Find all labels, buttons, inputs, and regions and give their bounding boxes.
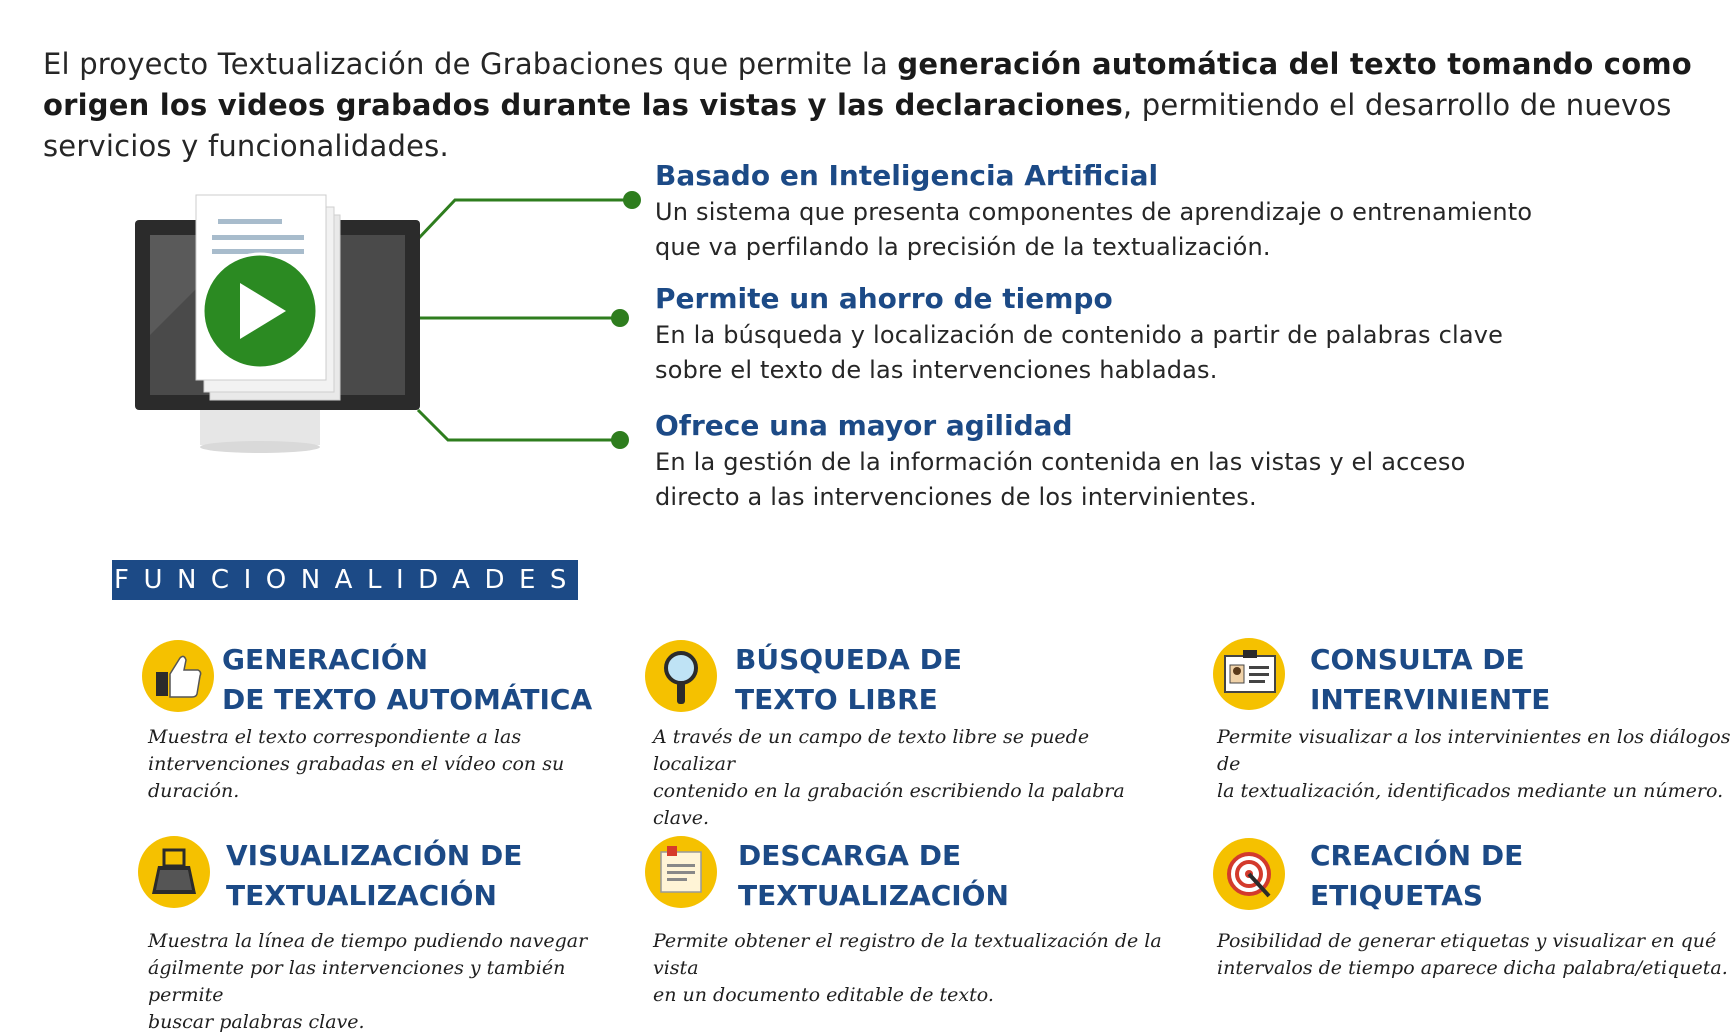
card-title [1310,640,1550,720]
monitor-video-icon [120,185,460,455]
card-desc-line: Permite obtener el registro de la textualización de la vista [653,930,1162,979]
card-desc-line: ágilmente por las intervenciones y también permite [148,957,566,1006]
note-icon [645,836,717,908]
card-description [1217,928,1736,982]
card-desc-line: la textualización, identificados mediante un número. [1217,780,1724,802]
card-desc-line: intervenciones grabadas en el vídeo con su duración. [148,753,565,802]
card-title [222,640,592,720]
card-title-line: CONSULTA DE [1310,643,1525,676]
magnifier-icon [645,640,717,712]
card-desc-line: Muestra el texto correspondiente a las [148,726,522,748]
card-desc-line: Posibilidad de generar etiquetas y visualizar en qué [1217,930,1717,952]
intro-text-2: , permitiendo el desarrollo de nuevos servicios y funcionalidades. [43,88,1672,163]
card-desc-line: en un documento editable de texto. [653,984,994,1006]
target-icon [1213,838,1285,910]
feature-desc-line: directo a las intervenciones de los intervinientes. [655,483,1257,511]
connector-dot-3 [611,431,629,449]
feature-desc-line: En la búsqueda y localización de contenido a partir de palabras clave [655,321,1504,349]
binder-clip-icon [138,836,210,908]
card-desc-line: contenido en la grabación escribiendo la palabra clave. [653,780,1125,829]
card-title [735,640,962,720]
feature-desc-line: que va perfilando la precisión de la textualización. [655,233,1271,261]
card-description [148,724,628,805]
feature-agility [655,407,1555,515]
card-title-line: INTERVINIENTE [1310,683,1551,716]
intro-text-1: El proyecto Textualización de Grabaciones que permite la [43,47,898,81]
card-title-line: TEXTO LIBRE [735,683,938,716]
card-title-line: GENERACIÓN [222,643,429,676]
card-desc-line: Permite visualizar a los intervinientes en los diálogos de [1217,726,1731,775]
card-title-line: TEXTUALIZACIÓN [226,879,497,912]
intro-bold-text: generación automática del texto tomando como origen los videos grabados durante las vistas y las declaraciones [43,47,1692,122]
card-title [738,836,1009,916]
feature-desc-line: sobre el texto de las intervenciones habladas. [655,356,1218,384]
card-description [653,724,1133,832]
feature-ai [655,157,1555,265]
card-title-line: TEXTUALIZACIÓN [738,879,1009,912]
card-description [653,928,1173,1009]
card-desc-line: buscar palabras clave. [148,1011,365,1033]
feature-title: Permite un ahorro de tiempo [655,282,1113,315]
feature-time [655,280,1555,388]
card-title-line: ETIQUETAS [1310,879,1484,912]
card-title [226,836,522,916]
card-description [148,928,628,1036]
connector-dot-1 [623,191,641,209]
feature-desc-line: Un sistema que presenta componentes de aprendizaje o entrenamiento [655,198,1533,226]
card-title-line: DESCARGA DE [738,839,962,872]
funcionalidades-banner: FUNCIONALIDADES: [112,560,578,600]
card-title-line: CREACIÓN DE [1310,839,1524,872]
card-desc-line: A través de un campo de texto libre se puede localizar [653,726,1090,775]
feature-desc-line: En la gestión de la información contenida en las vistas y el acceso [655,448,1466,476]
card-description [1217,724,1736,805]
card-desc-line: Muestra la línea de tiempo pudiendo navegar [148,930,588,952]
feature-title: Ofrece una mayor agilidad [655,409,1073,442]
thumbs-up-icon [142,640,214,712]
connector-dot-2 [611,309,629,327]
card-title [1310,836,1523,916]
card-title-line: VISUALIZACIÓN DE [226,839,523,872]
card-desc-line: intervalos de tiempo aparece dicha palabra/etiqueta. [1217,957,1728,979]
feature-title: Basado en Inteligencia Artificial [655,159,1159,192]
id-card-icon [1213,638,1285,710]
card-title-line: BÚSQUEDA DE [735,643,962,676]
card-title-line: DE TEXTO AUTOMÁTICA [222,683,593,716]
